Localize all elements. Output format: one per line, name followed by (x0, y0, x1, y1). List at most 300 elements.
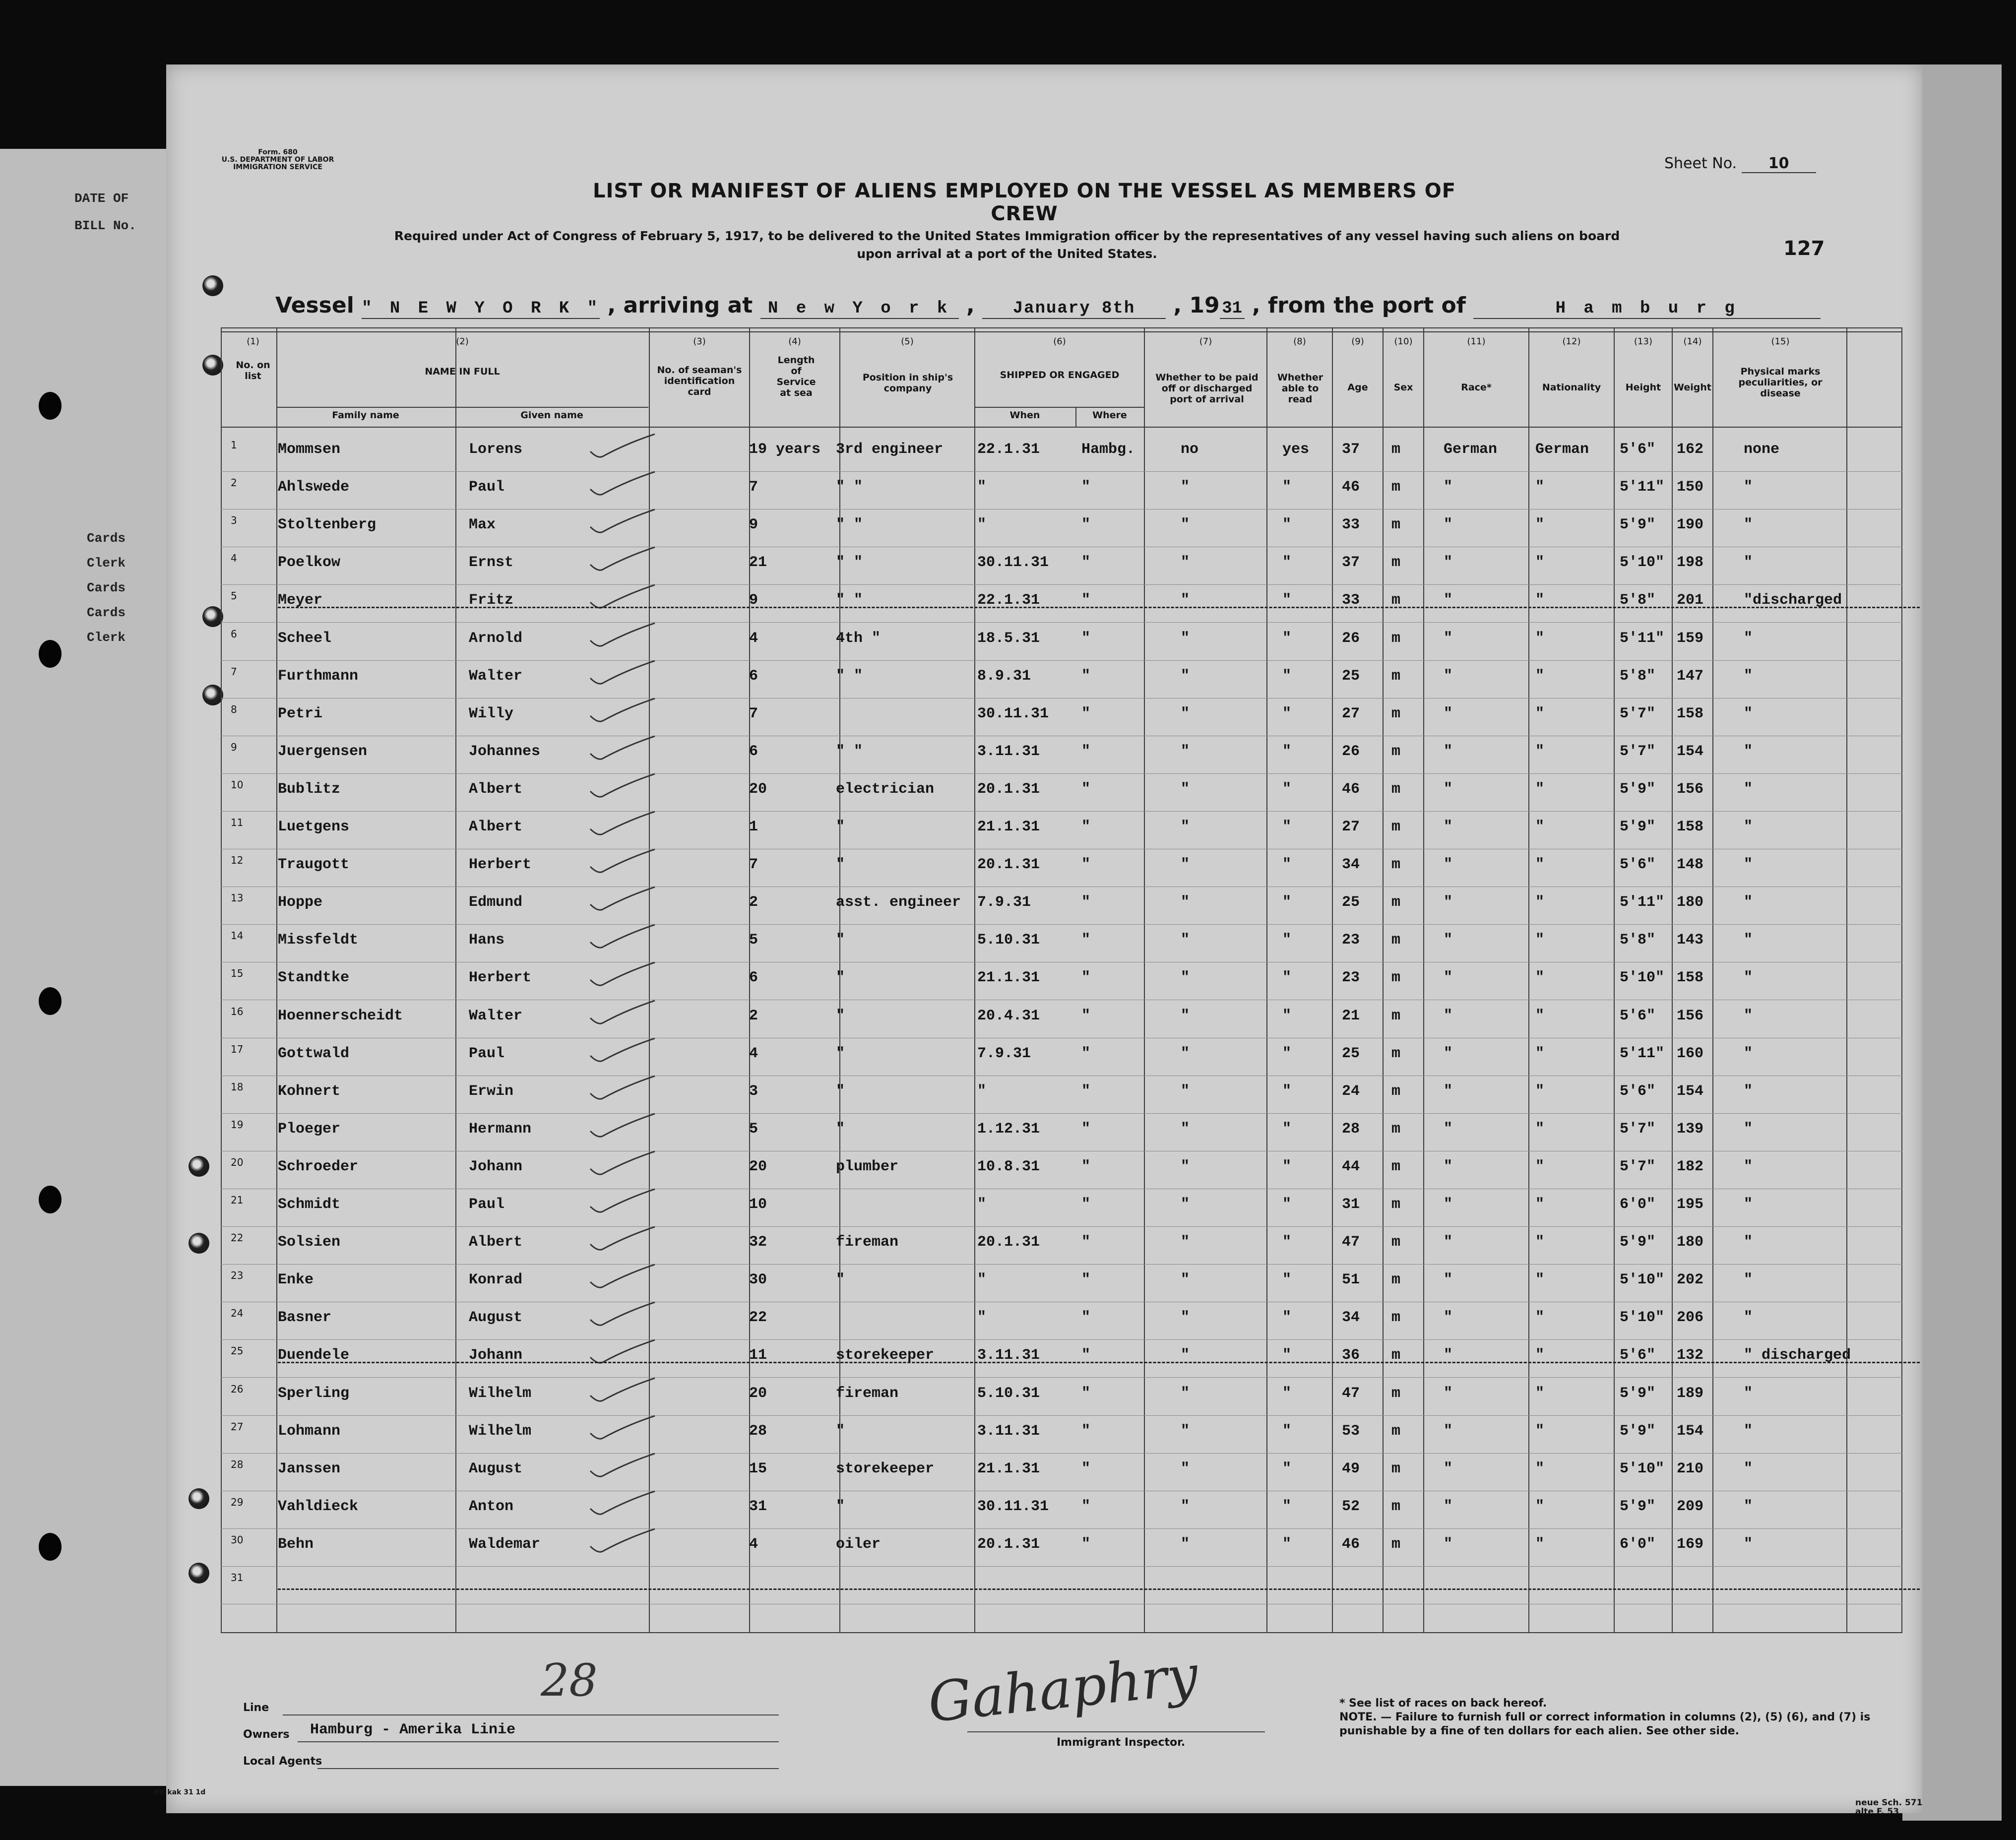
given-name: Albert (469, 819, 523, 835)
note-text: — Failure to furnish full or correct information in columns (2), (5) (6), and (7) is punishable by a fine of ten dollars for each alien. See other side. (1339, 1711, 1871, 1737)
header-bottom-rule (221, 427, 1902, 428)
row-number: 23 (231, 1269, 244, 1282)
weight: 180 (1677, 1234, 1704, 1251)
physical-marks: " (1744, 1385, 1753, 1402)
race: " (1444, 1158, 1453, 1175)
weight: 147 (1677, 667, 1704, 685)
family-name: Bublitz (278, 780, 341, 798)
age: 46 (1342, 780, 1360, 798)
height: 5'6" (1620, 1007, 1656, 1024)
height: 5'9" (1620, 1498, 1656, 1515)
header-able-read: Whether able to read (1277, 372, 1323, 405)
table-row (221, 1491, 1902, 1529)
nationality: " (1535, 630, 1545, 647)
check-mark-icon (585, 809, 660, 839)
race: " (1444, 1535, 1453, 1553)
header-family-name: Family name (332, 410, 399, 421)
given-name: August (469, 1309, 523, 1327)
shipped-when: 3.11.31 (977, 743, 1040, 760)
height: 6'0" (1620, 1535, 1656, 1553)
table-top-rule (221, 331, 1902, 332)
shipped-where: " (1081, 1007, 1091, 1024)
table-row (221, 1076, 1902, 1114)
table-row (221, 1529, 1902, 1567)
nationality: " (1535, 932, 1545, 949)
weight: 158 (1677, 705, 1704, 722)
local-agents-label: Local Agents (243, 1755, 322, 1768)
position: plumber (836, 1158, 899, 1175)
table-row (221, 962, 1902, 1000)
shipped-where: " (1081, 1422, 1091, 1440)
able-to-read: " (1282, 479, 1292, 496)
paid-off: " (1181, 479, 1190, 496)
check-mark-icon (585, 771, 660, 801)
header-no-on-list: No. on list (236, 360, 270, 381)
row-number: 1 (231, 439, 237, 451)
race: " (1444, 554, 1453, 571)
col-num: (12) (1562, 336, 1581, 347)
department: U.S. DEPARTMENT OF LABOR (221, 156, 334, 164)
family-name: Vahldieck (278, 1498, 359, 1515)
row-number: 29 (231, 1496, 244, 1508)
paid-off: " (1181, 894, 1190, 911)
position: 4th " (836, 630, 881, 647)
sex: m (1391, 856, 1401, 874)
paid-off: " (1181, 1460, 1190, 1477)
able-to-read: " (1282, 1082, 1292, 1100)
shipped-where: " (1081, 1460, 1091, 1477)
row-number: 14 (231, 930, 244, 942)
shipped-when: 5.10.31 (977, 1385, 1040, 1402)
table-row (221, 1114, 1902, 1151)
able-to-read: " (1282, 894, 1292, 911)
note-label: NOTE. (1339, 1711, 1377, 1723)
from-label: , from the port of (1252, 293, 1466, 318)
race: " (1444, 1498, 1453, 1515)
row-number: 11 (231, 817, 244, 828)
physical-marks: " (1744, 1309, 1753, 1327)
able-to-read: " (1282, 1498, 1292, 1515)
shipped-where: " (1081, 1120, 1091, 1138)
given-name: Erwin (469, 1082, 514, 1100)
length-of-service: 5 (749, 1120, 758, 1138)
shipped-where: " (1081, 1309, 1091, 1327)
physical-marks: " (1744, 516, 1753, 534)
race: " (1444, 1234, 1453, 1251)
physical-marks: " discharged (1744, 1347, 1851, 1364)
shipped-when: 30.11.31 (977, 554, 1049, 571)
able-to-read: " (1282, 1309, 1292, 1327)
nationality: " (1535, 894, 1545, 911)
physical-marks: "discharged (1744, 592, 1842, 609)
row-number: 9 (231, 741, 237, 753)
age: 44 (1342, 1158, 1360, 1175)
age: 26 (1342, 743, 1360, 760)
nationality: " (1535, 1234, 1545, 1251)
age: 23 (1342, 969, 1360, 987)
header-nationality: Nationality (1542, 382, 1601, 393)
pin-mark (189, 1563, 209, 1584)
row-number: 15 (231, 967, 244, 980)
row-number: 10 (231, 778, 244, 791)
weight: 132 (1677, 1347, 1704, 1364)
height: 5'9" (1620, 819, 1656, 835)
family-name: Standtke (278, 969, 350, 987)
height: 5'7" (1620, 1120, 1656, 1138)
printer-mark: HB kak 31 1d (154, 1788, 206, 1796)
shipped-when: 3.11.31 (977, 1422, 1040, 1440)
nationality: " (1535, 667, 1545, 685)
check-mark-icon (585, 1036, 660, 1066)
table-row (221, 1567, 1902, 1604)
physical-marks: " (1744, 554, 1753, 571)
check-mark-icon (585, 847, 660, 877)
shipped-when: 8.9.31 (977, 667, 1031, 685)
position: " (836, 1422, 845, 1440)
position: " " (836, 667, 863, 685)
col-num: (8) (1293, 336, 1306, 347)
family-name: Behn (278, 1535, 314, 1553)
race: " (1444, 667, 1453, 685)
check-mark-icon (585, 545, 660, 574)
page-title: LIST OR MANIFEST OF ALIENS EMPLOYED ON THE VESSEL AS MEMBERS OF CREW (592, 180, 1456, 225)
table-row (221, 812, 1902, 849)
family-name: Kohnert (278, 1082, 341, 1100)
nationality: " (1535, 1309, 1545, 1327)
row-number: 16 (231, 1005, 244, 1017)
given-name: Herbert (469, 969, 532, 987)
height: 5'7" (1620, 743, 1656, 760)
sex: m (1391, 1460, 1401, 1477)
nationality: " (1535, 743, 1545, 760)
race: " (1444, 630, 1453, 647)
shipped-where: " (1081, 1535, 1091, 1553)
race: " (1444, 592, 1453, 609)
shipped-where: " (1081, 1347, 1091, 1364)
race: " (1444, 1082, 1453, 1100)
age: 25 (1342, 1045, 1360, 1062)
weight: 154 (1677, 1082, 1704, 1100)
subtitle (367, 227, 1647, 263)
shipped-where: " (1081, 932, 1091, 949)
age: 31 (1342, 1196, 1360, 1213)
shipped-when: 21.1.31 (977, 969, 1040, 987)
able-to-read: " (1282, 780, 1292, 798)
position: electrician (836, 780, 935, 798)
sex: m (1391, 479, 1401, 496)
length-of-service: 11 (749, 1347, 767, 1364)
family-name: Enke (278, 1271, 314, 1289)
nationality: " (1535, 554, 1545, 571)
sex: m (1391, 1498, 1401, 1515)
header-race: Race* (1461, 382, 1492, 393)
line-label: Line (243, 1702, 269, 1714)
shipped-where: " (1081, 1082, 1091, 1100)
position: " (836, 819, 845, 835)
physical-marks: " (1744, 819, 1753, 835)
sheet-value: 10 (1742, 155, 1816, 173)
row-number: 8 (231, 703, 237, 715)
given-name: Johannes (469, 743, 541, 760)
paid-off: no (1181, 441, 1199, 458)
from-port: H a m b u r g (1473, 299, 1821, 319)
length-of-service: 1 (749, 819, 758, 835)
paid-off: " (1181, 592, 1190, 609)
length-of-service: 22 (749, 1309, 767, 1327)
table-row (221, 1454, 1902, 1491)
family-name: Mommsen (278, 441, 341, 458)
old-form-ref: alte F. 53 (1855, 1807, 1899, 1817)
row-number: 12 (231, 854, 244, 867)
age: 25 (1342, 667, 1360, 685)
length-of-service: 9 (749, 592, 758, 609)
sex: m (1391, 1158, 1401, 1175)
arriving-port: N e w Y o r k (760, 299, 959, 319)
paid-off: " (1181, 1196, 1190, 1213)
check-mark-icon (585, 658, 660, 688)
header-length-service: Length of Service at sea (776, 355, 816, 398)
header-sex: Sex (1393, 382, 1413, 393)
length-of-service: 20 (749, 1385, 767, 1402)
family-name: Missfeldt (278, 932, 359, 949)
length-of-service: 3 (749, 1082, 758, 1100)
height: 5'7" (1620, 1158, 1656, 1175)
col-num: (14) (1683, 336, 1702, 347)
form-ref (1855, 1798, 1922, 1816)
table-top-rule (221, 327, 1902, 328)
given-name: Edmund (469, 894, 523, 911)
sheet-number (1664, 155, 1816, 173)
length-of-service: 15 (749, 1460, 767, 1477)
nationality: " (1535, 1460, 1545, 1477)
paid-off: " (1181, 1007, 1190, 1024)
given-name: Waldemar (469, 1535, 541, 1553)
paid-off: " (1181, 1082, 1190, 1100)
age: 51 (1342, 1271, 1360, 1289)
family-name: Hoppe (278, 894, 323, 911)
table-row (221, 1038, 1902, 1076)
family-name: Meyer (278, 592, 323, 609)
physical-marks: " (1744, 630, 1753, 647)
paid-off: " (1181, 630, 1190, 647)
height: 5'9" (1620, 516, 1656, 534)
row-number: 30 (231, 1533, 244, 1546)
sex: m (1391, 1120, 1401, 1138)
physical-marks: " (1744, 1535, 1753, 1553)
row-number: 21 (231, 1194, 244, 1206)
race: " (1444, 1422, 1453, 1440)
paid-off: " (1181, 819, 1190, 835)
shipped-where: " (1081, 1271, 1091, 1289)
table-row (221, 849, 1902, 887)
physical-marks: " (1744, 705, 1753, 722)
family-name: Lohmann (278, 1422, 341, 1440)
sex: m (1391, 932, 1401, 949)
height: 5'9" (1620, 1422, 1656, 1440)
shipped-when: 22.1.31 (977, 441, 1040, 458)
family-name: Ploeger (278, 1120, 341, 1138)
position: storekeeper (836, 1460, 935, 1477)
check-mark-icon (585, 1451, 660, 1481)
header-physical-marks: Physical marks peculiarities, or disease (1738, 366, 1823, 399)
vessel-label: Vessel (275, 293, 354, 318)
nationality: German (1535, 441, 1589, 458)
paid-off: " (1181, 516, 1190, 534)
pin-mark (189, 1233, 209, 1254)
weight: 156 (1677, 1007, 1704, 1024)
row-number: 4 (231, 552, 237, 565)
able-to-read: " (1282, 743, 1292, 760)
check-mark-icon (585, 696, 660, 726)
position: " " (836, 479, 863, 496)
physical-marks: none (1744, 441, 1780, 458)
year-suffix: 31 (1220, 299, 1245, 319)
shipped-when: 21.1.31 (977, 819, 1040, 835)
given-name: Hermann (469, 1120, 532, 1138)
position: asst. engineer (836, 894, 961, 911)
given-name: Konrad (469, 1271, 523, 1289)
shipped-where: " (1081, 1196, 1091, 1213)
table-row (221, 472, 1902, 509)
position: " (836, 1007, 845, 1024)
able-to-read: " (1282, 1007, 1292, 1024)
age: 52 (1342, 1498, 1360, 1515)
able-to-read: " (1282, 819, 1292, 835)
shipped-when: " (977, 1082, 987, 1100)
table-row (221, 925, 1902, 962)
physical-marks: " (1744, 1045, 1753, 1062)
weight: 154 (1677, 743, 1704, 760)
paid-off: " (1181, 780, 1190, 798)
page-number: 127 (1783, 237, 1825, 260)
shipped-when: " (977, 1309, 987, 1327)
sex: m (1391, 441, 1401, 458)
position: " " (836, 516, 863, 534)
paid-off: " (1181, 1309, 1190, 1327)
check-mark-icon (585, 1111, 660, 1141)
weight: 206 (1677, 1309, 1704, 1327)
new-schedule-ref: neue Sch. 571 (1855, 1798, 1923, 1808)
physical-marks: " (1744, 780, 1753, 798)
physical-marks: " (1744, 1082, 1753, 1100)
shipped-where: " (1081, 479, 1091, 496)
given-name: Anton (469, 1498, 514, 1515)
given-name: Paul (469, 1045, 505, 1062)
given-name: Johann (469, 1158, 523, 1175)
weight: 202 (1677, 1271, 1704, 1289)
weight: 158 (1677, 969, 1704, 987)
age: 34 (1342, 1309, 1360, 1327)
position: " (836, 856, 845, 874)
left-edge-text: Clerk (87, 556, 126, 571)
physical-marks: " (1744, 1498, 1753, 1515)
check-mark-icon (585, 1187, 660, 1216)
height: 5'9" (1620, 780, 1656, 798)
paid-off: " (1181, 1120, 1190, 1138)
physical-marks: " (1744, 932, 1753, 949)
able-to-read: " (1282, 1271, 1292, 1289)
header-where: Where (1092, 410, 1127, 421)
length-of-service: 6 (749, 667, 758, 685)
length-of-service: 4 (749, 1535, 758, 1553)
height: 5'9" (1620, 1234, 1656, 1251)
check-mark-icon (585, 922, 660, 952)
col-num: (5) (901, 336, 914, 347)
sex: m (1391, 743, 1401, 760)
shipped-when: 7.9.31 (977, 1045, 1031, 1062)
nationality: " (1535, 1498, 1545, 1515)
table-row (221, 509, 1902, 547)
check-mark-icon (585, 960, 660, 990)
table-row (221, 1227, 1902, 1265)
shipped-when: 20.1.31 (977, 780, 1040, 798)
length-of-service: 28 (749, 1422, 767, 1440)
physical-marks: " (1744, 1234, 1753, 1251)
sex: m (1391, 667, 1401, 685)
header-height: Height (1625, 382, 1661, 393)
race: " (1444, 1347, 1453, 1364)
age: 37 (1342, 441, 1360, 458)
form-number: Form. 680 (258, 148, 298, 156)
race-footnote: * See list of races on back hereof. (1339, 1697, 1547, 1710)
sex: m (1391, 1347, 1401, 1364)
sex: m (1391, 1422, 1401, 1440)
race: German (1444, 441, 1498, 458)
length-of-service: 9 (749, 516, 758, 534)
table-bottom-rule (221, 1632, 1902, 1633)
family-name: Furthmann (278, 667, 359, 685)
able-to-read: " (1282, 1385, 1292, 1402)
weight: 143 (1677, 932, 1704, 949)
able-to-read: " (1282, 516, 1292, 534)
age: 49 (1342, 1460, 1360, 1477)
able-to-read: " (1282, 969, 1292, 987)
family-name: Schroeder (278, 1158, 359, 1175)
shipped-when: 22.1.31 (977, 592, 1040, 609)
check-mark-icon (585, 621, 660, 650)
weight: 158 (1677, 819, 1704, 835)
pin-mark (202, 275, 223, 296)
owners-value: Hamburg - Amerika Linie (310, 1721, 516, 1738)
height: 5'6" (1620, 441, 1656, 458)
footnote (1339, 1697, 1885, 1738)
length-of-service: 7 (749, 856, 758, 874)
able-to-read: " (1282, 856, 1292, 874)
length-of-service: 6 (749, 969, 758, 987)
sex: m (1391, 1196, 1401, 1213)
race: " (1444, 894, 1453, 911)
col-num: (3) (693, 336, 706, 347)
row-number: 26 (231, 1383, 244, 1395)
table-row (221, 585, 1902, 623)
owners-rule (298, 1741, 779, 1742)
service: IMMIGRATION SERVICE (233, 163, 322, 171)
inspector-signature: Gahaphry (925, 1643, 1201, 1735)
nationality: " (1535, 780, 1545, 798)
height: 5'11" (1620, 894, 1665, 911)
paid-off: " (1181, 705, 1190, 722)
position: 3rd engineer (836, 441, 944, 458)
pin-mark (202, 355, 223, 376)
position: " (836, 1498, 845, 1515)
length-of-service: 7 (749, 705, 758, 722)
family-name: Duendele (278, 1347, 350, 1364)
position: " (836, 932, 845, 949)
physical-marks: " (1744, 1007, 1753, 1024)
nationality: " (1535, 516, 1545, 534)
check-mark-icon (585, 998, 660, 1028)
weight: 182 (1677, 1158, 1704, 1175)
